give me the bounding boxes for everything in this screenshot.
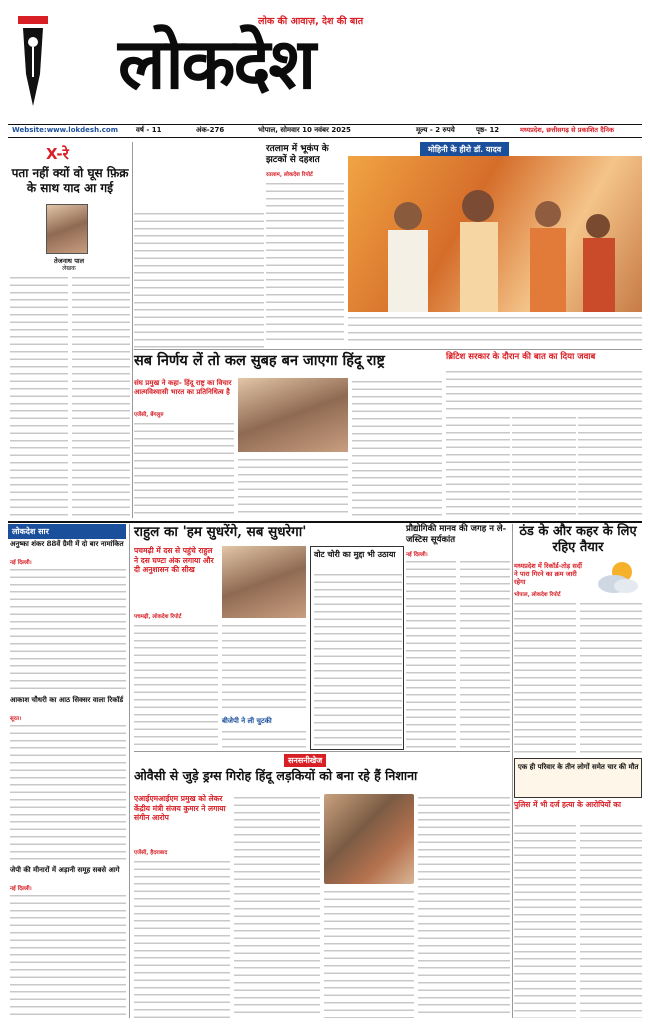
quake-headline: रतलाम में भूकंप के झटकों से दहशत [266,144,329,165]
rss-body-2 [238,456,348,518]
rahul-body-2 [222,622,306,712]
owaisi-headline: ओवैसी से जुड़े ड्रग्स गिरोह हिंदू लड़कियों को बना रहे हैं निशाना [134,768,418,783]
british-body-2 [446,414,510,518]
weather-icon [592,558,642,598]
owaisi-byline: एजेंसी, हैदराबाद [134,850,168,856]
rahul-box-title: वोट चोरी का मुद्दा भी उठाया [314,549,396,559]
rss-headline: सब निर्णय लें तो कल सुबह बन जाएगा हिंदू राष्ट्र [134,352,385,369]
cold-subhead: मध्यप्रदेश में रिकॉर्ड-तोड़ सर्दी ने पारा गिरने का क्रम जारी रहेगा [514,562,582,586]
saar-item-lead: सूरत। [10,716,22,722]
rahul-box-body [314,571,402,749]
tech-lead: नई दिल्ली। [406,552,428,558]
saar-item-body [10,892,126,1016]
cold-box-title: एक ही परिवार के तीन लोगों समेत चार की मौत [518,762,639,771]
tech-body [406,558,456,750]
british-body-3 [512,414,576,518]
rss-photo [238,378,348,452]
xray-article [8,142,130,520]
publish-info: मध्यप्रदेश, छत्तीसगढ़ से प्रकाशित दैनिक [520,126,614,134]
police-headline: पुलिस में भी दर्ज हत्या के आरोपियों का [514,800,621,809]
saar-item-lead: नई दिल्ली। [10,560,32,566]
column-rule [132,142,133,518]
rss-byline: एजेंसी, बेंगलुरु [134,412,164,418]
column-rule [512,524,513,1018]
column-rule [134,349,642,350]
saar-title: लोकदेश सार [8,524,126,539]
lokdesh-saar [8,524,130,1018]
tech-headline: प्रौद्योगिकी मानव की जगह न ले- जस्टिस सूर्यकांत [406,524,507,545]
owaisi-body [134,858,230,1018]
rss-body [134,420,234,518]
rahul-photo [222,546,306,618]
owaisi-banner: सनसनीखेज [284,754,326,767]
saar-item-headline: अनुष्का शंकर 88वें ग्रैमी में दो बार नामांकित [10,539,124,548]
cold-body-2 [580,600,642,754]
owaisi-article [134,754,510,1018]
saar-item-lead: नई दिल्ली। [10,886,32,892]
website-link[interactable]: Website:www.lokdesh.com [12,126,118,134]
quake-body [266,180,344,346]
owaisi-subhead: एआईएमआईएम प्रमुख को लेकर केंद्रीय मंत्री संजय कुमार ने लगाया संगीन आरोप [134,794,226,822]
rahul-box-head: बीजेपी ने ली चुटकी [222,716,272,725]
cold-byline: भोपाल, लोकदेश रिपोर्ट [514,592,561,598]
mohini-caption [348,314,642,346]
column-rule [8,521,642,523]
saar-item-body [10,722,126,860]
column-rule [134,751,510,752]
british-body-4 [578,414,642,518]
xray-body-2 [72,274,130,518]
xray-headline: पता नहीं क्यों वो घूस फ़िक्र के साथ याद आ गई [11,166,129,195]
mohini-story [348,142,642,348]
rahul-body [134,622,218,750]
mohini-photo [348,156,642,312]
rahul-headline: राहुल का 'हम सुधरेंगे, सब सुधरेगा' [134,524,307,540]
masthead-tagline: लोक की आवाज़, देश की बात [258,16,364,27]
author-name: तेजनाथ पाल [53,257,85,265]
author-role: लेखक [62,265,76,272]
cold-body [514,600,576,754]
police-body [514,822,576,1018]
owaisi-photo [324,794,414,884]
saar-item-headline: आकाश चौधरी का आठ सिक्सर वाला रिकॉर्ड [10,695,124,704]
issue-label: अंक-276 [196,126,225,134]
xray-tag: X-रे [46,145,69,163]
info-bar [8,124,642,138]
quake-article [266,144,344,348]
pages-label: पृष्ठ- 12 [476,126,500,134]
rahul-body-3 [222,728,306,750]
british-body [446,368,642,410]
tech-body-2 [460,558,510,750]
cold-headline: ठंड के और कहर के लिए रहिए तैयार [519,524,637,555]
price-label: मूल्य - 2 रुपये [416,126,455,134]
saar-item-body [10,566,126,692]
owaisi-body-3 [324,888,414,1018]
xray-continued [134,210,264,348]
police-body-2 [580,822,642,1018]
year-label: वर्ष - 11 [136,126,162,134]
pen-logo-icon [16,14,50,114]
xray-body [10,274,68,518]
rahul-byline: पचमढ़ी, लोकदेश रिपोर्ट [134,614,182,620]
british-article [446,352,642,520]
masthead-title: लोकदेश [118,23,315,105]
quake-byline: रतलाम, लोकदेश रिपोर्ट [266,172,313,178]
british-headline: ब्रिटिश सरकार के दौरान की बात का दिया जवाब [446,352,596,362]
rss-article [134,352,442,520]
tech-article [406,524,510,750]
rahul-article [134,524,404,750]
rahul-subhead: पचमढ़ी में दस से पहुंचे राहुल ने दस घण्टा अंक लगाया और दी अनुशासन की सीख [134,546,214,574]
owaisi-body-4 [418,794,510,1018]
masthead [8,8,642,120]
author-photo [46,204,88,254]
mohini-tag: मोहिनी के हीरो डॉ. यादव [420,142,509,157]
cold-box [514,758,642,798]
rss-subhead: संघ प्रमुख ने कहा- हिंदू राष्ट्र का विचार आत्मविश्वासी भारत का प्रतिनिधित्व है [134,378,232,396]
owaisi-body-2 [234,794,320,1018]
dateline: भोपाल, सोमवार 10 नवंबर 2025 [258,126,351,134]
rahul-box [310,546,404,750]
police-article [514,800,642,1018]
saar-item-headline: जेपी की मीनारों में अड़ानी समूह सबसे आगे [10,865,120,874]
rss-body-3 [352,378,442,518]
